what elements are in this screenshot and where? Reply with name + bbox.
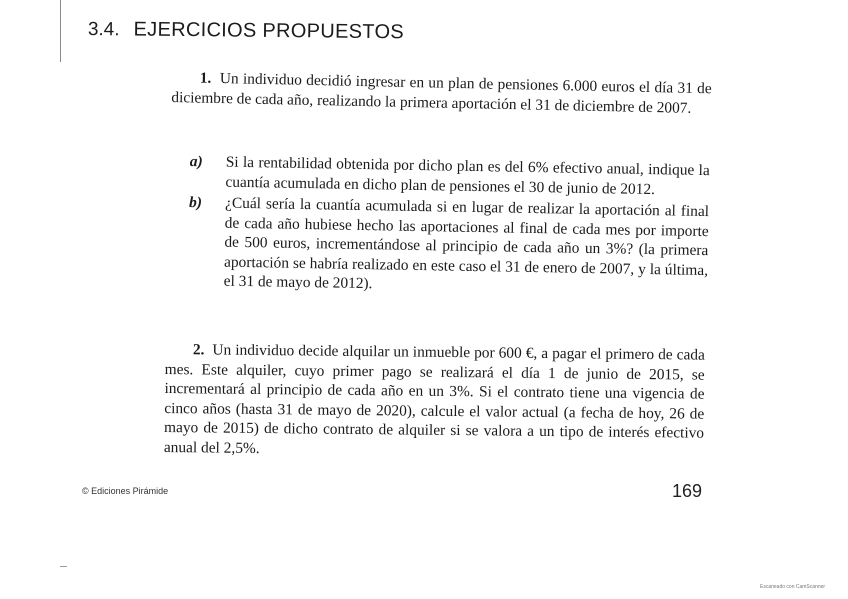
exercise-2-number: 2.: [192, 341, 205, 359]
section-heading: [88, 18, 404, 44]
exercise-2-statement: [164, 340, 705, 463]
item-b-text: ¿Cuál sería la cuantía acumulada si en lugar de realizar la aportación al final de cada año hubiese hecho las aportaciones al final de cada mes por importe de 500 euros, incrementándose al principio de cada año un 3%? (la primera aportación se habría realizado en este caso el 31 de enero de 2007, y la última, el 31 de mayo de 2012).: [223, 194, 710, 293]
page-edge-rule: [60, 0, 61, 62]
exercise-1: [171, 68, 712, 118]
item-a-text: Si la rentabilidad obtenida por dicho plan es del 6% efectivo anual, indique la cuantía acumulada en dicho plan de pensiones el 30 de junio de 2012.: [225, 153, 710, 198]
exercise-2-text: Un individuo decide alquilar un inmueble por 600 €, a pagar el primero de cada mes. Este alquiler, cuyo primer pago se realizará el día 1 de junio de 2015, se incrementará al principio de cada año en un 3%. Si el contrato tiene una vigencia de cinco años (hasta 31 de mayo de 2020), calcule el valor actual (a fecha de hoy, 26 de mayo de 2015) de dicho contrato de alquiler si se valora a un tipo de interés efectivo anual del 2,5%.: [163, 341, 705, 457]
item-a-label: a): [189, 152, 203, 171]
exercise-1-item-a: [189, 152, 710, 200]
page-number: 169: [672, 481, 703, 501]
item-b-label: b): [188, 193, 203, 212]
exercise-1-item-b: [188, 193, 710, 300]
exercise-1-subitems: [188, 152, 710, 300]
exercise-1-statement: [171, 68, 712, 118]
exercise-2: [164, 340, 705, 463]
section-title: EJERCICIOS PROPUESTOS: [133, 18, 405, 44]
exercise-1-number: 1.: [199, 69, 212, 87]
exercise-1-text: Un individuo decidió ingresar en un plan de pensiones 6.000 euros el día 31 de diciembre de cada año, realizando la primera aportación el 31 de diciembre de 2007.: [171, 70, 712, 117]
scanner-watermark: Escaneado con CamScanner: [760, 584, 826, 590]
publisher-credit: © Ediciones Pirámide: [82, 486, 169, 496]
section-number: 3.4.: [87, 18, 120, 41]
page-edge-mark: [60, 566, 67, 567]
